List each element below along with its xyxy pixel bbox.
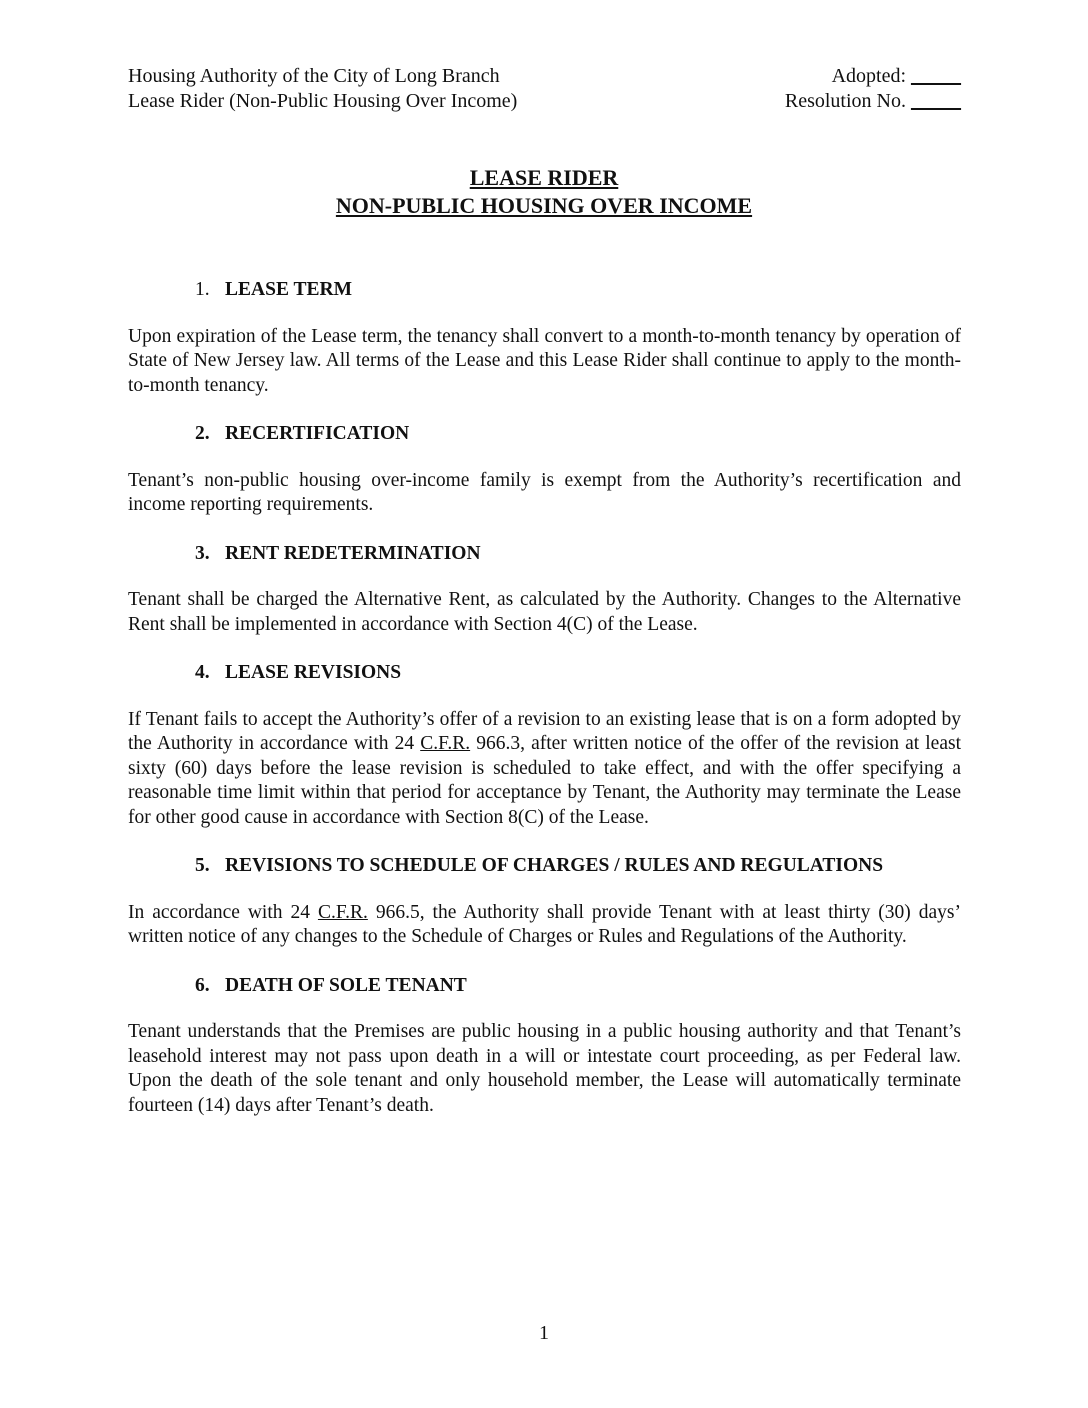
section-number: 5. (195, 855, 210, 876)
header-org: Housing Authority of the City of Long Branch (128, 65, 500, 87)
resolution-label: Resolution No. (784, 89, 906, 112)
section-heading-1 (128, 278, 961, 303)
section-heading-6 (128, 974, 961, 999)
body-text: 966.5, the Authority shall provide Tenant with at least thirty (30) days’ written notice of any changes to the Schedule of Charges or Rules and Regulations of the Authority. (128, 901, 961, 947)
adopted-label: Adopted: (831, 65, 906, 87)
section-heading-2 (128, 422, 961, 447)
adopted-blank: _____ (911, 65, 961, 87)
section-number: 3. (195, 542, 210, 564)
section-body-1: Upon expiration of the Lease term, the tenancy shall convert to a month-to-month tenancy by operation of State of New Jersey law. All terms of the Lease and this Lease Rider shall continue to apply to the month-to-month tenancy. (128, 325, 961, 396)
page-number: 1 (539, 1322, 549, 1344)
header-doc: Lease Rider (Non-Public Housing Over Income) (128, 89, 518, 112)
body-text: 966.3, after written notice of the offer of the revision at least sixty (60) days before the lease revision is scheduled to take effect, and with the offer specifying a reasonable time limit within that period for acceptance by Tenant, the Authority may terminate the Lease for other good cause in accordance with Section 8(C) of the Lease. (128, 733, 961, 828)
header-resolution (785, 89, 961, 114)
section-title: LEASE TERM (225, 279, 352, 300)
document-title (0, 164, 1088, 220)
section-number: 1. (195, 279, 210, 300)
section-number: 2. (195, 423, 210, 444)
section-title: RENT REDETERMINATION (225, 542, 481, 564)
body-text: If Tenant fails to accept the Authority’s offer of a revision to an existing lease that is on a form adopted by the Authority in accordance with 24 (128, 708, 961, 754)
section-title: DEATH OF SOLE TENANT (225, 974, 467, 996)
section-heading-3 (128, 542, 961, 567)
header-row-2 (128, 89, 961, 114)
section-title: RECERTIFICATION (225, 423, 410, 444)
page-header (128, 64, 961, 113)
header-row-1 (128, 64, 961, 89)
section-number: 4. (195, 662, 210, 683)
header-adopted (832, 64, 961, 89)
title-line-1: LEASE RIDER (469, 165, 619, 190)
section-title: LEASE REVISIONS (225, 662, 402, 683)
section-heading-4 (128, 661, 961, 686)
citation: C.F.R. (317, 901, 368, 923)
resolution-blank: _____ (911, 89, 961, 112)
title-line-2: NON-PUBLIC HOUSING OVER INCOME (335, 193, 753, 218)
section-body-4 (128, 708, 961, 831)
section-number: 6. (195, 974, 210, 996)
document-body (128, 278, 961, 1142)
section-heading-5 (128, 854, 961, 879)
section-title: REVISIONS TO SCHEDULE OF CHARGES / RULES AND REGULATIONS (225, 855, 884, 876)
section-body-6: Tenant understands that the Premises are public housing in a public housing authority and that Tenant’s leasehold interest may not pass upon death in a will or intestate court proceeding, as per Federal law. Upon the death of the sole tenant and only household member, the Lease will automatically terminate fourteen (14) days after Tenant’s death. (128, 1021, 961, 1116)
section-body-2: Tenant’s non-public housing over-income family is exempt from the Authority’s recertification and income reporting requirements. (128, 469, 961, 515)
citation: C.F.R. (420, 733, 471, 754)
section-body-5 (128, 901, 961, 950)
section-body-3: Tenant shall be charged the Alternative Rent, as calculated by the Authority. Changes to the Alternative Rent shall be implemented in accordance with Section 4(C) of the Lease. (128, 589, 961, 635)
body-text: In accordance with 24 (128, 901, 318, 923)
